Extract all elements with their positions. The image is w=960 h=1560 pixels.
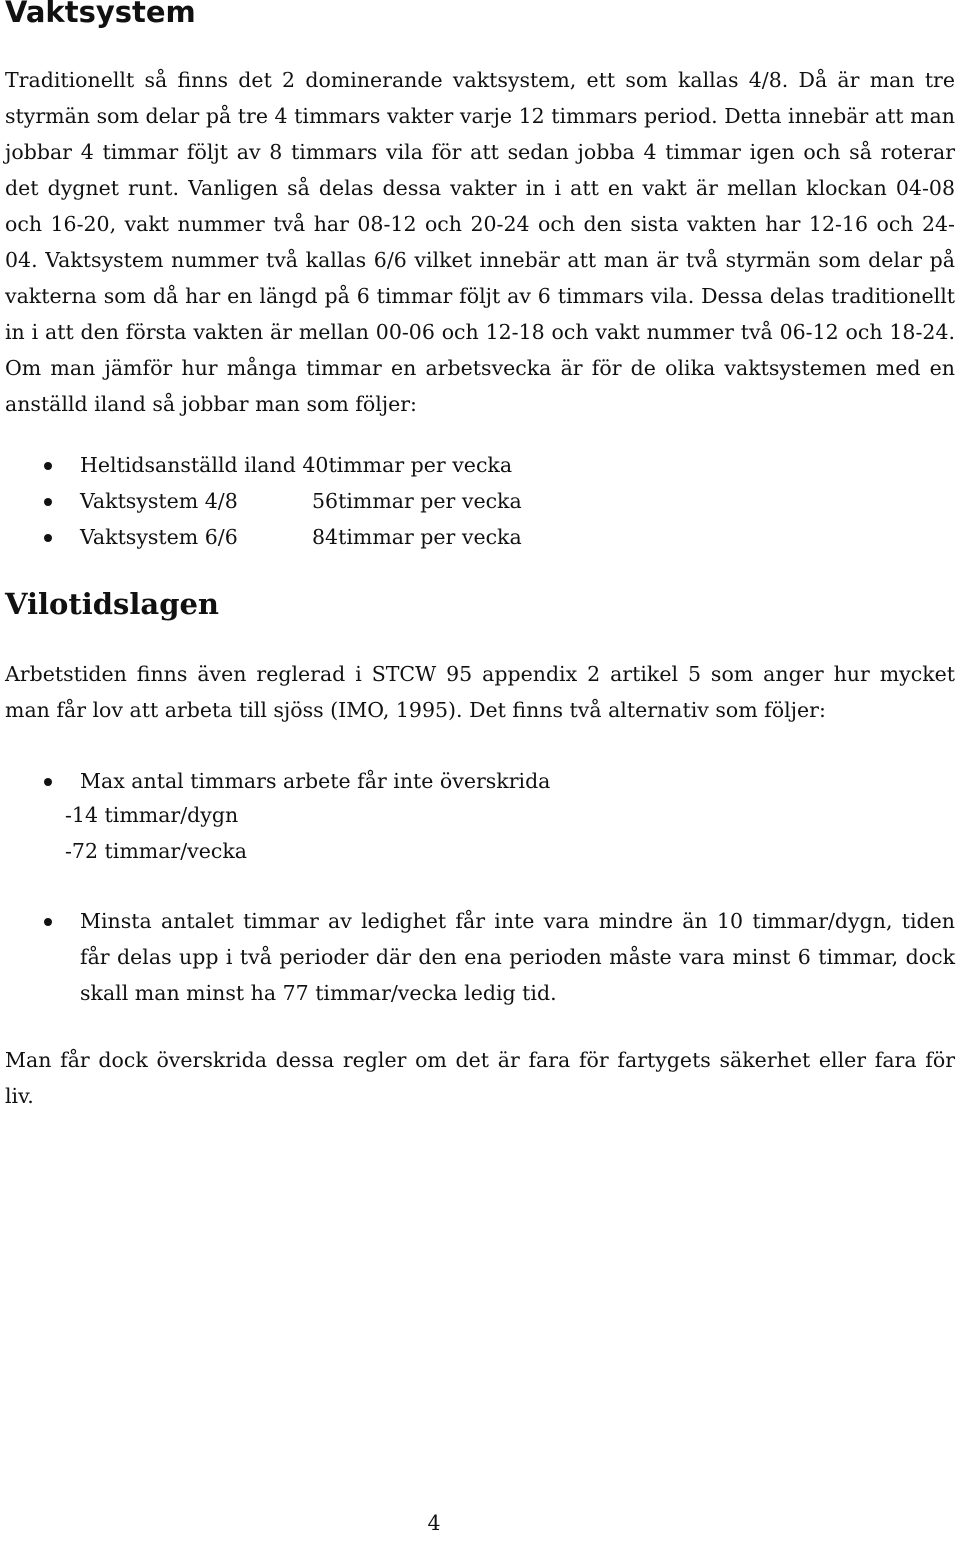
list-item	[0, 763, 960, 799]
list-item-label: Vaktsystem 4/8	[80, 489, 238, 513]
alternative-1-limit-day: -14 timmar/dygn	[65, 803, 239, 827]
page-number: 4	[427, 1511, 441, 1535]
alternative-1-limit-week: -72 timmar/vecka	[65, 839, 247, 863]
list-item	[0, 903, 960, 1011]
alternative-1-text: Max antal timmars arbete får inte överskrida	[80, 769, 551, 793]
section-heading-vilotidslagen: Vilotidslagen	[5, 587, 220, 621]
alternative-list-2	[0, 903, 960, 1011]
bullet-icon	[44, 462, 52, 470]
paragraph-vilotidslagen: Arbetstiden finns även reglerad i STCW 95 appendix 2 artikel 5 som anger hur mycket man får lov att arbeta till sjöss (IMO, 1995). Det finns två alternativ som följer:	[5, 662, 955, 722]
hours-comparison-list	[0, 447, 960, 555]
bullet-icon	[44, 534, 52, 542]
list-item-value: 40timmar per vecka	[302, 453, 513, 477]
list-item	[0, 519, 960, 555]
paragraph-vaktsystem: Traditionellt så finns det 2 dominerande vaktsystem, ett som kallas 4/8. Då är man tre styrmän som delar på tre 4 timmars vakter varje 12 timmars period. Detta innebär att man jobbar 4 timmar följt av 8 timmars vila för att sedan jobba 4 timmar igen och så roterar det dygnet runt. Vanligen så delas dessa vakter in i att en vakt är mellan klockan 04-08 och 16-20, vakt nummer två har 08-12 och 20-24 och den sista vakten har 12-16 och 24-04. Vaktsystem nummer två kallas 6/6 vilket innebär att man är två styrmän som delar på vakterna som då har en längd på 6 timmar följt av 6 timmars vila. Dessa delas traditionellt in i att den första vakten är mellan 00-06 och 12-18 och vakt nummer två 06-12 och 18-24. Om man jämför hur många timmar en arbetsvecka är för de olika vaktsystemen med en anställd iland så jobbar man som följer:	[5, 68, 955, 416]
bullet-icon	[44, 918, 52, 926]
list-item	[0, 447, 960, 483]
alternative-2-text: Minsta antalet timmar av ledighet får inte vara mindre än 10 timmar/dygn, tiden får delas upp i två perioder där den ena perioden måste vara minst 6 timmar, dock skall man minst ha 77 timmar/vecka ledig tid.	[80, 909, 955, 1005]
bullet-icon	[44, 778, 52, 786]
list-item-label: Vaktsystem 6/6	[80, 525, 238, 549]
section-heading-vaktsystem: Vaktsystem	[5, 0, 196, 29]
list-item-value: 84timmar per vecka	[312, 525, 522, 549]
paragraph-exception: Man får dock överskrida dessa regler om det är fara för fartygets säkerhet eller fara för liv.	[5, 1048, 955, 1108]
list-item-label: Heltidsanställd iland	[80, 453, 296, 477]
bullet-icon	[44, 498, 52, 506]
alternative-list-1	[0, 763, 960, 799]
list-item-value: 56timmar per vecka	[312, 489, 522, 513]
list-item	[0, 483, 960, 519]
